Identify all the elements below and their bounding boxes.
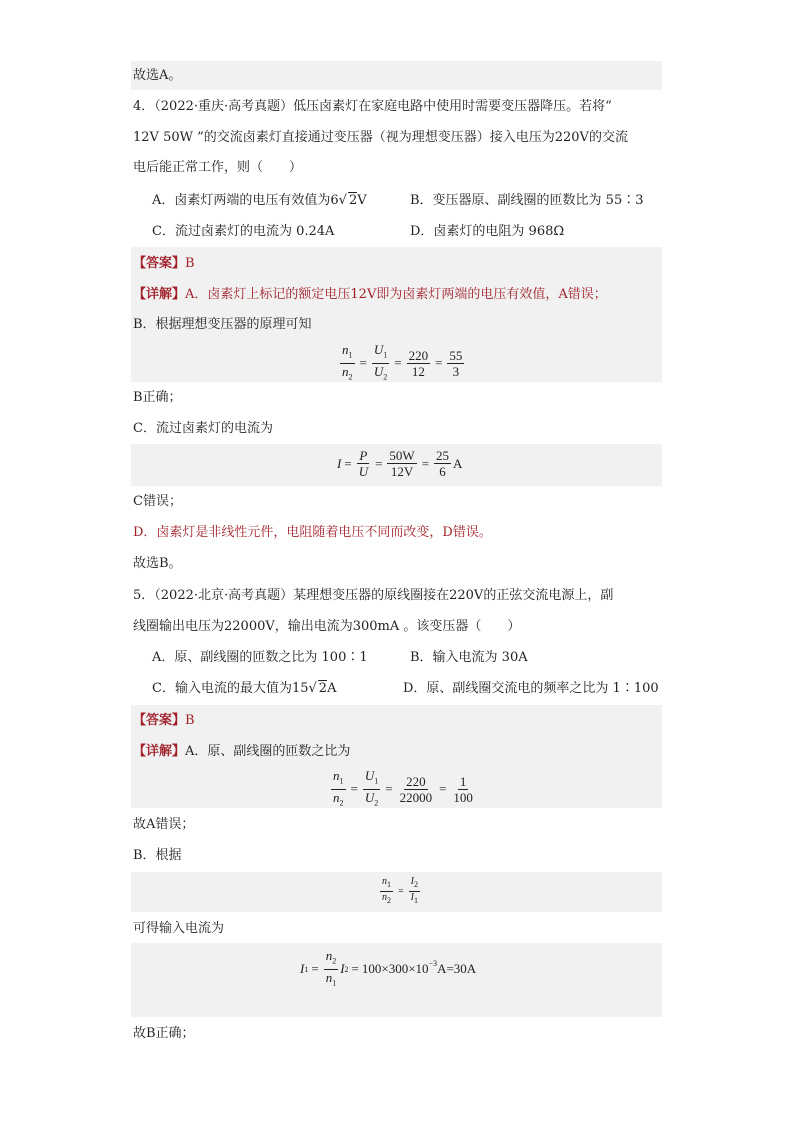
q4-detail-c-intro: C．流过卤素灯的电流为 <box>133 421 273 436</box>
q4-option-b: B．变压器原、副线圈的匝数比为 55∶3 <box>410 193 644 208</box>
numerator: 220 <box>406 773 426 789</box>
symbol: I <box>337 455 342 471</box>
q5-option-d: D．原、副线圈交流电的频率之比为 1∶100 <box>403 681 659 696</box>
symbol: U <box>364 768 375 783</box>
fraction <box>340 342 355 384</box>
fraction <box>363 768 380 810</box>
symbol: n <box>333 789 340 805</box>
q4-answer-value: B <box>185 256 195 271</box>
subscript: 1 <box>348 350 353 360</box>
sqrt-icon: √ <box>338 193 347 208</box>
q4-detail-d: D．卤素灯是非线性元件，电阻随着电压不同而改变，D错误。 <box>133 525 492 540</box>
q5-option-c-unit: A <box>327 681 337 696</box>
q4-option-c: C．流过卤素灯的电流为 0.24A <box>152 224 335 239</box>
symbol: n <box>382 892 387 903</box>
q5-stem-line2: 线圈输出电压为22000V，输出电流为300mA 。该变压器（ ） <box>133 619 521 634</box>
denominator: 6 <box>439 464 446 479</box>
subscript: 1 <box>332 978 337 988</box>
denominator: 3 <box>452 363 460 379</box>
numerator: 25 <box>436 448 450 463</box>
q4-stem-line1: 4．（2022·重庆·高考真题）低压卤素灯在家庭电路中使用时需要变压器降压。若将“ <box>133 99 612 114</box>
q5-detail-b-then: 可得输入电流为 <box>133 921 225 936</box>
symbol: U <box>364 789 375 805</box>
subscript: 1 <box>374 776 379 786</box>
fraction <box>380 876 393 907</box>
q4-detail-c-result: C错误； <box>133 494 182 509</box>
q5-option-c-coef: 15 <box>291 681 309 696</box>
fraction <box>357 448 370 479</box>
numerator: 50W <box>389 448 415 463</box>
fraction <box>407 348 431 379</box>
q4-option-a-radicand: 2 <box>348 193 358 208</box>
subscript: 2 <box>344 964 349 974</box>
q5-detail-label: 【详解】 <box>133 744 186 759</box>
subscript: 2 <box>383 372 388 382</box>
q5-detail-b-result: 故B正确； <box>133 1026 195 1041</box>
fraction <box>387 448 416 479</box>
denominator: 12V <box>390 464 414 479</box>
q5-answer-label: 【答案】 <box>133 713 186 728</box>
q5-detail-b-intro: B．根据 <box>133 848 182 863</box>
q4-conclusion: 故选B。 <box>133 556 182 571</box>
q5-option-c-radicand: 2 <box>318 681 328 696</box>
q5-option-c <box>152 679 336 699</box>
q5-option-b: B．输入电流为 30A <box>410 650 528 665</box>
fraction <box>447 348 464 379</box>
q5-option-a: A．原、副线圈的匝数之比为 100∶1 <box>152 650 368 665</box>
fraction <box>434 448 451 479</box>
q5-formula-b2: I 1 = $\frac{n_2}{n_1}$ I 2 = 100×300×10 $^{-3}$ A=30A <box>300 948 476 990</box>
q5-detail-a-text: A．原、副线圈的匝数之比为 <box>185 744 351 759</box>
formula-tail: A=30A <box>437 961 477 977</box>
symbol: I <box>410 892 414 903</box>
formula-value: 100×300×10 <box>361 961 429 977</box>
symbol: I <box>340 961 345 977</box>
subscript: 2 <box>387 896 391 905</box>
subscript: 2 <box>348 372 353 382</box>
q4-detail-a-text: A．卤素灯上标记的额定电压12V即为卤素灯两端的电压有效值，A错误； <box>185 287 607 302</box>
numerator: P <box>359 448 368 463</box>
symbol: n <box>325 969 333 985</box>
subscript: 1 <box>304 964 309 974</box>
subscript: 1 <box>413 896 418 905</box>
q4-option-d: D．卤素灯的电阻为 968Ω <box>410 224 565 239</box>
subscript: 2 <box>339 798 344 808</box>
q5-formula-a: $\frac{n_1}{n_2}$ = $\frac{U_1}{U_2}$ = $\frac{220}{22000}$ = $\frac{1}{100}$ <box>329 768 477 810</box>
q4-detail-b-intro: B．根据理想变压器的原理可知 <box>133 317 312 332</box>
q4-formula-b: $\frac{n_1}{n_2}$ = $\frac{U_1}{U_2}$ = $\frac{220}{12}$ = $\frac{55}{3}$ <box>338 342 466 384</box>
q5-detail-a-result: 故A错误； <box>133 817 195 832</box>
subscript: 1 <box>339 776 344 786</box>
symbol: I <box>300 961 305 977</box>
fraction <box>451 774 475 805</box>
exponent: −3 <box>428 958 438 968</box>
q4-option-a-unit: V <box>357 193 367 208</box>
q4-detail-label: 【详解】 <box>133 287 186 302</box>
subscript: 1 <box>383 350 388 360</box>
symbol: n <box>342 342 349 357</box>
q5-answer-value: B <box>185 713 195 728</box>
subscript: 2 <box>332 956 337 966</box>
symbol: n <box>325 948 333 963</box>
q5-option-c-text: C．输入电流的最大值为 <box>152 681 292 696</box>
q3-conclusion: 故选A。 <box>133 68 182 83</box>
subscript: 2 <box>374 798 379 808</box>
symbol: n <box>382 876 387 887</box>
denominator: 12 <box>411 363 425 379</box>
q4-formula-c: I = $\frac{P}{U}$ = $\frac{50W}{12V}$ = $\frac{25}{6}$ A <box>337 448 463 479</box>
q4-option-a-text: A．卤素灯两端的电压有效值为 <box>152 193 331 208</box>
symbol: U <box>373 363 384 379</box>
q5-answer <box>133 711 195 731</box>
sqrt-icon: √ <box>308 681 317 696</box>
q5-detail-a <box>133 742 350 762</box>
q4-stem-line3: 电后能正常工作，则（ ） <box>133 160 303 175</box>
q5-formula-b: $\frac{n_1}{n_2}$ = $\frac{I_2}{I_1}$ <box>382 876 418 905</box>
fraction <box>372 342 389 384</box>
subscript: 1 <box>387 880 391 889</box>
q4-stem-line2: 12V 50W ”的交流卤素灯直接通过变压器（视为理想变压器）接入电压为220V的交流 <box>133 130 628 145</box>
symbol: U <box>373 342 384 357</box>
symbol: n <box>333 768 340 783</box>
unit: A <box>453 455 463 471</box>
fraction <box>324 948 339 990</box>
fraction <box>398 774 435 805</box>
fraction <box>409 876 420 907</box>
q4-detail-b-result: B正确； <box>133 390 182 405</box>
q4-answer <box>133 254 195 274</box>
q4-answer-label: 【答案】 <box>133 256 186 271</box>
symbol: n <box>342 363 349 379</box>
denominator: 22000 <box>399 789 433 805</box>
fraction <box>331 768 346 810</box>
denominator: 100 <box>453 789 473 805</box>
q5-stem-line1: 5．（2022·北京·高考真题）某理想变压器的原线圈接在220V的正弦交流电源上，副 <box>133 588 614 603</box>
numerator: 1 <box>459 773 467 789</box>
numerator: 220 <box>408 347 429 363</box>
symbol: I <box>410 876 414 887</box>
shade-block <box>131 61 662 90</box>
numerator: 55 <box>449 347 463 363</box>
q4-detail-a <box>133 285 607 305</box>
denominator: U <box>358 464 369 479</box>
q4-option-a-coef: 6 <box>330 193 339 208</box>
q4-option-a <box>152 191 367 211</box>
subscript: 2 <box>413 880 418 889</box>
